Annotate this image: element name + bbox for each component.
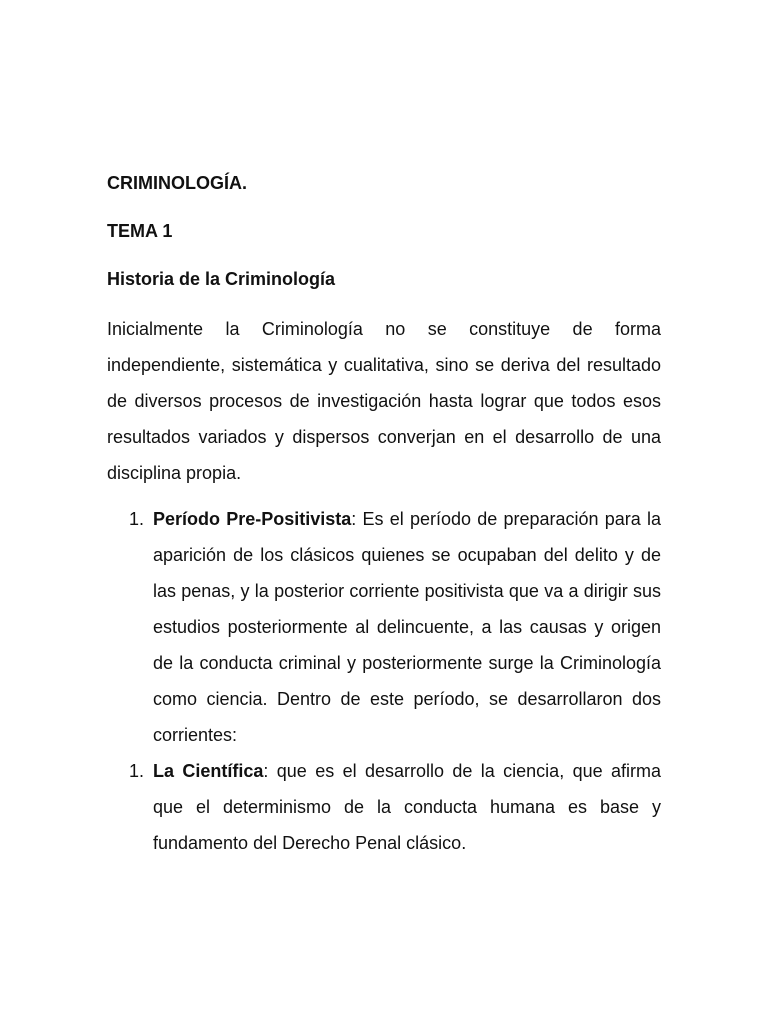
intro-paragraph: Inicialmente la Criminología no se constituye de forma independiente, sistemática y cualitativa, sino se deriva del resultado de diversos procesos de investigación hasta lograr que todos esos resultados variados y dispersos converjan en el desarrollo de una disciplina propia. xyxy=(107,319,661,483)
document-page xyxy=(107,171,661,861)
document-title: CRIMINOLOGÍA. xyxy=(107,173,247,193)
list-item-text: : que es el desarrollo de la ciencia, que afirma que el determinismo de la conducta humana es base y fundamento del Derecho Penal clásico. xyxy=(153,761,661,853)
list-item xyxy=(107,501,661,753)
list-marker: 1. xyxy=(129,761,145,781)
list-marker: 1. xyxy=(129,509,145,529)
list-item-term: Período Pre-Positivista xyxy=(153,509,352,529)
list-item xyxy=(107,753,661,861)
topic-heading: TEMA 1 xyxy=(107,221,173,241)
numbered-list xyxy=(107,501,661,861)
list-item-term: La Científica xyxy=(153,761,264,781)
list-item-text: : Es el período de preparación para la aparición de los clásicos quienes se ocupaban del delito y de las penas, y la posterior corriente positivista que va a dirigir sus estudios posteriormente al delincuente, a las causas y origen de la conducta criminal y posteriormente surge la Criminología como ciencia. Dentro de este período, se desarrollaron dos corrientes: xyxy=(153,509,661,745)
section-title: Historia de la Criminología xyxy=(107,269,336,289)
